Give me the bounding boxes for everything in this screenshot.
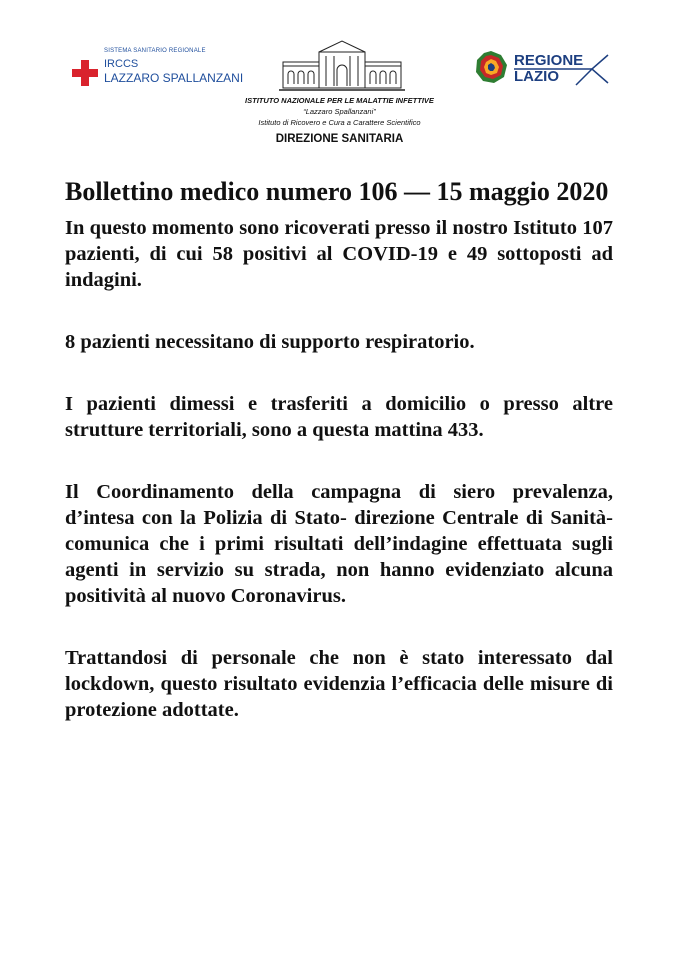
lazio-text: LAZIO [514,68,559,85]
logo-system-line: SISTEMA SANITARIO REGIONALE [104,48,206,54]
lazio-emblem-icon [474,50,508,84]
paragraph-discharges: I pazienti dimessi e trasferiti a domicilio o presso altre strutture territoriali, sono a questa mattina 433. [65,393,613,441]
paragraph-police-screening: Il Coordinamento della campagna di siero prevalenza, d’intesa con la Polizia di Stato- direzione Centrale di Sanità- comunica che i primi risultati dell’indagine effettuata sugli agenti in servizio su strada, non hanno evidenziato alcuna positività al nuovo Coronavirus. [65,481,613,607]
regione-lazio-logo [470,48,620,88]
institute-type: Istituto di Ricovero e Cura a Carattere Scientifico [258,118,421,127]
lazio-logo-lines [514,50,610,86]
bulletin-body [65,175,613,723]
logo-spallanzani-text: LAZZARO SPALLANZANI [104,71,244,85]
paragraph-admissions: In questo momento sono ricoverati presso il nostro Istituto 107 pazienti, di cui 58 positivi al COVID-19 e 49 sottoposti ad indagini. [65,217,613,291]
institute-building-icon [279,38,405,92]
bulletin-title: Bollettino medico numero 106 — 15 maggio 2020 [65,177,609,206]
department-name: DIREZIONE SANITARIA [275,133,404,145]
paragraph-respiratory-support: 8 pazienti necessitano di supporto respiratorio. [65,331,475,353]
red-cross-icon [72,60,98,86]
paragraph-conclusion: Trattandosi di personale che non è stato interessato dal lockdown, questo risultato evidenzia l’efficacia delle misure di protezione adottate. [65,647,613,721]
institute-name: ISTITUTO NAZIONALE PER LE MALATTIE INFETTIVE [245,96,434,105]
logo-irccs-text: IRCCS [104,58,139,70]
letterhead [0,0,679,160]
irccs-spallanzani-logo [70,48,244,88]
regione-text: REGIONE [514,52,584,69]
institute-subname: “Lazzaro Spallanzani” [303,107,376,116]
